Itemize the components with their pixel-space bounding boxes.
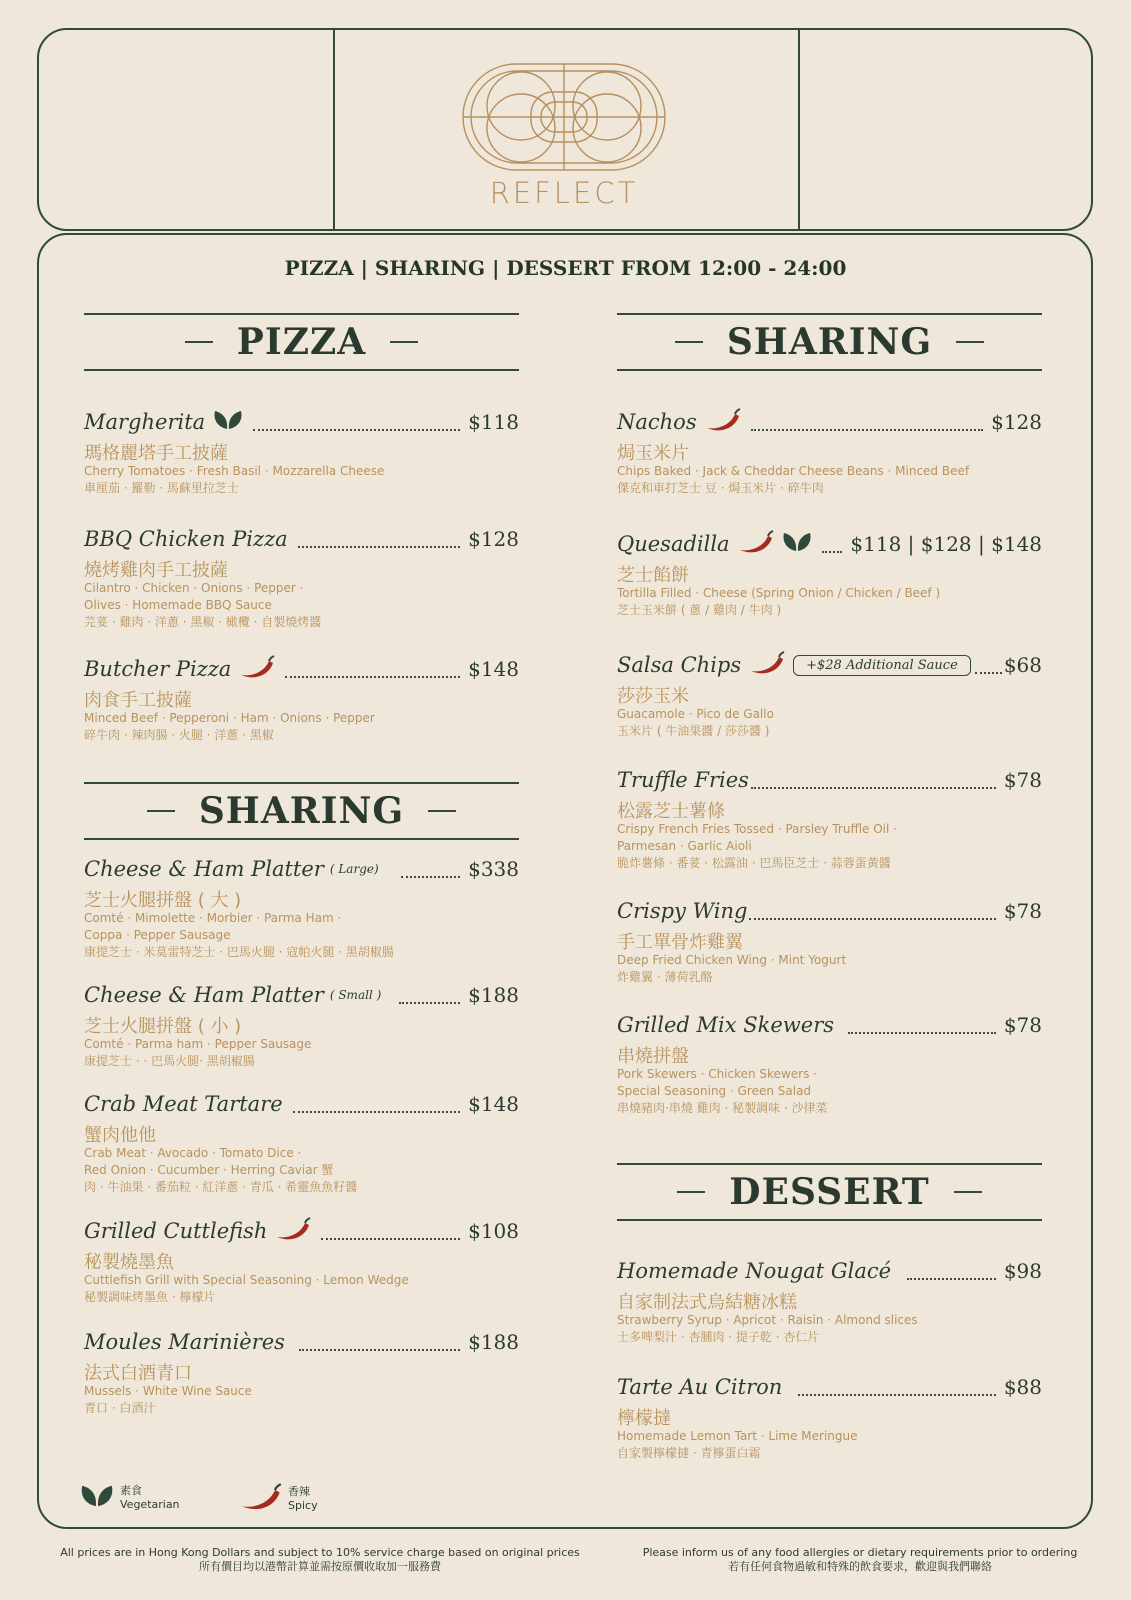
service-hours: PIZZA | SHARING | DESSERT FROM 12:00 - 24:00 — [284, 256, 847, 280]
item-name-chinese: 蟹肉他他 — [84, 1125, 156, 1146]
item-price: $148 — [468, 1092, 519, 1116]
menu-item — [84, 856, 519, 961]
item-ingredients-chinese: 康提芝士 · · 巴馬火腿· 黑胡椒腸 — [84, 1054, 255, 1068]
item-ingredients-chinese: 脆炸薯條 · 番荽 · 松露油 · 巴馬臣芝士 · 蒜蓉蛋黃醬 — [617, 856, 891, 870]
item-price: $78 — [1003, 1013, 1042, 1037]
menu-item — [617, 898, 1042, 986]
footer-text: All prices are in Hong Kong Dollars and subject to 10% service charge based on original prices — [60, 1546, 580, 1559]
item-name-chinese: 燒烤雞肉手工披薩 — [84, 560, 228, 581]
item-ingredients: Red Onion · Cucumber · Herring Caviar 蟹 — [84, 1163, 334, 1177]
footer-text-chinese: 所有價目均以港幣計算並需按原價收取加一服務費 — [199, 1560, 441, 1573]
item-price: $118 — [468, 410, 519, 434]
item-name: Cheese & Ham Platter — [84, 983, 324, 1007]
legend-label-chinese: 香辣 — [288, 1485, 310, 1498]
legend-label-chinese: 素食 — [120, 1484, 142, 1497]
menu-item — [617, 1012, 1042, 1117]
item-name: Quesadilla — [617, 532, 730, 556]
item-ingredients: Crispy French Fries Tossed · Parsley Truffle Oil · — [617, 822, 897, 836]
menu-item — [84, 526, 519, 631]
item-name: Grilled Mix Skewers — [617, 1013, 835, 1037]
item-name-chinese: 瑪格麗塔手工披薩 — [84, 443, 228, 464]
item-name: Cheese & Ham Platter — [84, 857, 324, 881]
leader-dots — [253, 414, 460, 431]
chili-icon — [738, 530, 774, 558]
brand-name: REFLECT — [489, 176, 639, 210]
chili-icon — [705, 408, 741, 436]
leader-dots — [285, 661, 460, 678]
item-ingredients: Guacamole · Pico de Gallo — [617, 707, 774, 721]
item-ingredients-chinese: 傑克和車打芝士 豆 · 焗玉米片 · 碎牛肉 — [617, 481, 824, 495]
item-ingredients: Chips Baked · Jack & Cheddar Cheese Beans · Minced Beef — [617, 464, 970, 478]
item-price: $68 — [1003, 653, 1042, 677]
leader-dots — [751, 414, 983, 431]
item-name-chinese: 芝士餡餅 — [617, 565, 689, 586]
item-ingredients-chinese: 士多啤梨汁 · 杏脯肉 · 提子乾 · 杏仁片 — [617, 1330, 820, 1344]
item-name-chinese: 芝士火腿拼盤 ( 大 ) — [84, 890, 242, 911]
item-name: Tarte Au Citron — [617, 1375, 783, 1399]
heading-dash — [677, 1191, 705, 1193]
item-ingredients: Olives · Homemade BBQ Sauce — [84, 598, 272, 612]
leader-dots — [399, 987, 460, 1004]
section-title: SHARING — [198, 790, 405, 832]
item-size: ( Large) — [329, 862, 379, 876]
section-heading-sharing-left — [84, 782, 519, 840]
item-name: Crab Meat Tartare — [84, 1092, 283, 1116]
chili-icon — [240, 1483, 282, 1515]
menu-item — [617, 409, 1042, 497]
menu-item — [617, 767, 1042, 872]
menu-item — [84, 1218, 519, 1306]
item-ingredients: Special Seasoning · Green Salad — [617, 1084, 812, 1098]
item-ingredients: Cuttlefish Grill with Special Seasoning · Lemon Wedge — [84, 1273, 409, 1287]
item-ingredients: Strawberry Syrup · Apricot · Raisin · Almond slices — [617, 1313, 918, 1327]
item-ingredients-chinese: 青口 · 白酒汁 — [84, 1401, 156, 1415]
leader-dots — [299, 1334, 460, 1351]
item-price: $188 — [468, 1330, 519, 1354]
item-name: Moules Marinières — [84, 1330, 285, 1354]
item-ingredients-chinese: 康提芝士 · 米莫雷特芝士 · 巴馬火腿 · 寇帕火腿 · 黑胡椒腸 — [84, 945, 394, 959]
footer-text-chinese: 若有任何食物過敏和特殊的飲食要求，歡迎與我們聯絡 — [728, 1560, 992, 1573]
leader-dots — [848, 1017, 996, 1034]
item-name: BBQ Chicken Pizza — [84, 527, 288, 551]
item-name-chinese: 法式白酒青口 — [84, 1363, 192, 1384]
item-name-chinese: 焗玉米片 — [617, 443, 689, 464]
menu-item — [84, 982, 519, 1070]
heading-dash — [956, 341, 984, 343]
item-size: ( Small ) — [329, 988, 382, 1002]
item-ingredients: Cherry Tomatoes · Fresh Basil · Mozzarella Cheese — [84, 464, 385, 478]
leaf-icon — [213, 409, 243, 435]
item-price: $88 — [1003, 1375, 1042, 1399]
leader-dots — [321, 1223, 460, 1240]
leader-dots — [298, 531, 460, 548]
leader-dots — [798, 1379, 996, 1396]
leaf-icon — [782, 531, 812, 557]
footer-text: Please inform us of any food allergies or dietary requirements prior to ordering — [642, 1546, 1078, 1559]
item-name-chinese: 芝士火腿拼盤 ( 小 ) — [84, 1016, 242, 1037]
menu-item — [617, 1374, 1042, 1462]
item-ingredients: Tortilla Filled · Cheese (Spring Onion / Chicken / Beef ) — [617, 586, 941, 600]
footer-service-charge — [40, 1546, 600, 1574]
item-ingredients-chinese: 炸雞翼 · 薄荷乳酪 — [617, 970, 713, 984]
item-ingredients-chinese: 自家製檸檬撻 · 青檸蛋白霜 — [617, 1446, 761, 1460]
menu-item — [617, 652, 1042, 740]
header-divider-right — [798, 30, 800, 229]
item-price: $338 — [468, 857, 519, 881]
heading-dash — [675, 341, 703, 343]
item-price: $188 — [468, 983, 519, 1007]
footer-allergy-notice — [610, 1546, 1110, 1574]
item-name-chinese: 串燒拼盤 — [617, 1046, 689, 1067]
additional-sauce-badge: +$28 Additional Sauce — [793, 655, 971, 676]
item-price: $98 — [1003, 1259, 1042, 1283]
heading-dash — [390, 341, 418, 343]
legend-label: Spicy — [288, 1499, 318, 1512]
item-name: Homemade Nougat Glacé — [617, 1259, 892, 1283]
item-ingredients: Parmesan · Garlic Aioli — [617, 839, 752, 853]
item-ingredients: Pork Skewers · Chicken Skewers · — [617, 1067, 817, 1081]
menu-item — [84, 1091, 519, 1196]
item-name: Salsa Chips — [617, 653, 742, 677]
item-ingredients: Cilantro · Chicken · Onions · Pepper · — [84, 581, 304, 595]
item-ingredients-chinese: 肉 · 牛油果 · 番茄粒 · 紅洋蔥 · 青瓜 · 希靈魚魚籽醬 — [84, 1180, 358, 1194]
item-name: Truffle Fries — [617, 768, 749, 792]
leader-dots — [751, 772, 996, 789]
item-price: $118 | $128 | $148 — [850, 532, 1042, 556]
heading-dash — [147, 810, 175, 812]
item-name-chinese: 檸檬撻 — [617, 1408, 671, 1429]
item-name-chinese: 手工單骨炸雞翼 — [617, 932, 743, 953]
section-heading-sharing-right — [617, 313, 1042, 371]
heading-dash — [954, 1191, 982, 1193]
menu-item — [84, 409, 519, 497]
section-heading-dessert — [617, 1163, 1042, 1221]
item-price: $78 — [1003, 899, 1042, 923]
item-name: Butcher Pizza — [84, 657, 232, 681]
item-ingredients: Minced Beef · Pepperoni · Ham · Onions · Pepper — [84, 711, 375, 725]
section-title: SHARING — [726, 321, 933, 363]
item-name: Crispy Wing — [617, 899, 748, 923]
item-ingredients-chinese: 串燒豬肉·串燒 雞肉 · 秘製調味 · 沙律菜 — [617, 1101, 828, 1115]
item-name: Nachos — [617, 410, 697, 434]
item-ingredients: Crab Meat · Avocado · Tomato Dice · — [84, 1146, 302, 1160]
leader-dots — [401, 861, 460, 878]
item-name: Margherita — [84, 410, 206, 434]
item-ingredients: Comté · Mimolette · Morbier · Parma Ham · — [84, 911, 342, 925]
item-price: $148 — [468, 657, 519, 681]
item-price: $128 — [468, 527, 519, 551]
chili-icon — [749, 651, 785, 679]
section-title: PIZZA — [236, 321, 367, 363]
menu-item — [617, 531, 1042, 619]
item-price: $78 — [1003, 768, 1042, 792]
leader-dots — [293, 1096, 460, 1113]
item-name-chinese: 莎莎玉米 — [617, 686, 689, 707]
section-title: DESSERT — [729, 1171, 930, 1213]
legend-vegetarian — [80, 1483, 180, 1513]
item-name-chinese: 肉食手工披薩 — [84, 690, 192, 711]
item-ingredients: Deep Fried Chicken Wing · Mint Yogurt — [617, 953, 847, 967]
leader-dots — [975, 657, 1002, 674]
item-ingredients: Mussels · White Wine Sauce — [84, 1384, 252, 1398]
item-ingredients-chinese: 車厘茄 · 羅勒 · 馬蘇里拉芝士 — [84, 481, 239, 495]
item-price: $128 — [991, 410, 1042, 434]
leaf-icon — [80, 1483, 114, 1513]
menu-item — [617, 1258, 1042, 1346]
section-heading-pizza — [84, 313, 519, 371]
legend-label: Vegetarian — [120, 1498, 180, 1511]
item-ingredients-chinese: 碎牛肉 · 辣肉腸 · 火腿 · 洋蔥 · 黑椒 — [84, 728, 274, 742]
item-price: $108 — [468, 1219, 519, 1243]
menu-item — [84, 1329, 519, 1417]
item-ingredients-chinese: 芝士玉米餅 ( 蔥 / 雞肉 / 牛肉 ) — [617, 603, 782, 617]
heading-dash — [428, 810, 456, 812]
item-ingredients-chinese: 玉米片 ( 牛油果醬 / 莎莎醬 ) — [617, 724, 770, 738]
legend-spicy — [240, 1483, 318, 1515]
leader-dots — [822, 536, 843, 553]
item-ingredients: Coppa · Pepper Sausage — [84, 928, 231, 942]
item-ingredients-chinese: 芫荽 · 雞肉 · 洋蔥 · 黑椒 · 橄欖 · 自製燒烤醬 — [84, 615, 322, 629]
header-divider-left — [333, 30, 335, 229]
menu-item — [84, 656, 519, 744]
chili-icon — [275, 1217, 311, 1245]
leader-dots — [907, 1263, 996, 1280]
item-name-chinese: 自家制法式烏結糖冰糕 — [617, 1292, 797, 1313]
item-name: Grilled Cuttlefish — [84, 1219, 268, 1243]
item-name-chinese: 秘製燒墨魚 — [84, 1252, 174, 1273]
item-ingredients: Homemade Lemon Tart · Lime Meringue — [617, 1429, 858, 1443]
item-ingredients: Comté · Parma ham · Pepper Sausage — [84, 1037, 312, 1051]
item-name-chinese: 松露芝士薯條 — [617, 801, 725, 822]
item-ingredients-chinese: 秘製調味烤墨魚 · 檸檬片 — [84, 1290, 216, 1304]
chili-icon — [239, 655, 275, 683]
heading-dash — [185, 341, 213, 343]
leader-dots — [749, 903, 995, 920]
